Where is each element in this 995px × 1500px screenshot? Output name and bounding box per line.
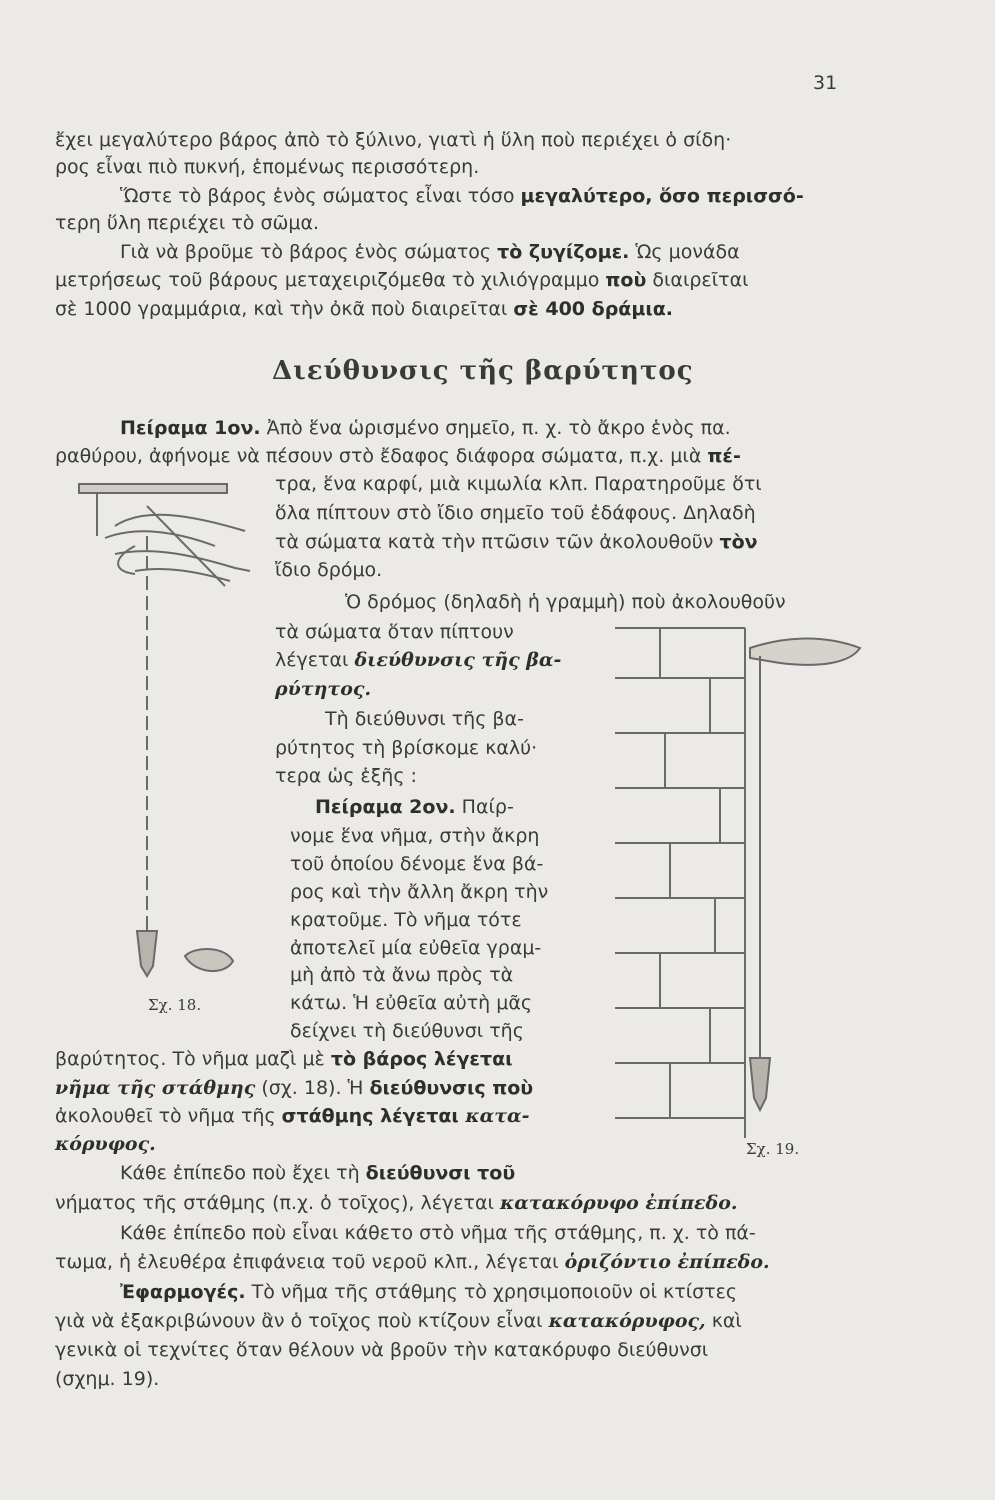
figure-18-plumb-drop-illustration [75, 476, 275, 1016]
section-heading: Διεύθυνσις τῆς βαρύτητος [272, 356, 694, 386]
text-line: τωμα, ἡ ἐλευθέρα ἐπιφάνεια τοῦ νεροῦ κλπ., λέγεται ὁριζόντιο ἐπίπεδο. [55, 1251, 770, 1273]
text-line: Ἐφαρμογές. Τὸ νῆμα τῆς στάθμης τὸ χρησιμοποιοῦν οἱ κτίστες [120, 1281, 738, 1303]
text-line: ρος εἶναι πιὸ πυκνή, ἑπομένως περισσότερη. [55, 156, 480, 178]
text-line: ὅλα πίπτουν στὸ ἴδιο σημεῖο τοῦ ἐδάφους. Δηλαδὴ [275, 502, 756, 524]
text-line: ρος καὶ τὴν ἄλλη ἄκρη τὴν [290, 881, 549, 903]
text-line: Πείραμα 2ον. Παίρ- [315, 796, 514, 818]
text-line: Ὁ δρόμος (δηλαδὴ ἡ γραμμὴ) ποὺ ἀκολουθοῦν [345, 591, 786, 613]
text-line: λέγεται διεύθυνσις τῆς βα- [275, 649, 562, 671]
text-line: Κάθε ἐπίπεδο ποὺ ἔχει τὴ διεύθυνσι τοῦ [120, 1162, 516, 1184]
text-line: κάτω. Ἡ εὐθεῖα αὐτὴ μᾶς [290, 992, 533, 1014]
text-line: Τὴ διεύθυνσι τῆς βα- [325, 708, 524, 730]
text-line: μετρήσεως τοῦ βάρους μεταχειριζόμεθα τὸ χιλιόγραμμο ποὺ διαιρεῖται [55, 269, 749, 291]
text-line: τοῦ ὁποίου δένομε ἕνα βά- [290, 853, 544, 875]
text-line: νήματος τῆς στάθμης (π.χ. ὁ τοῖχος), λέγεται κατακόρυφο ἐπίπεδο. [55, 1192, 738, 1214]
text-line: τὰ σώματα κατὰ τὴν πτῶσιν τῶν ἀκολουθοῦν τὸν [275, 531, 758, 553]
text-line: τερη ὕλη περιέχει τὸ σῶμα. [55, 212, 320, 234]
text-line: Γιὰ νὰ βροῦμε τὸ βάρος ἑνὸς σώματος τὸ ζυγίζομε. Ὡς μονάδα [120, 241, 740, 263]
text-line: ραθύρου, ἀφήνομε νὰ πέσουν στὸ ἔδαφος διάφορα σώματα, π.χ. μιὰ πέ- [55, 445, 741, 467]
text-line: ἀκολουθεῖ τὸ νῆμα τῆς στάθμης λέγεται κατα- [55, 1105, 530, 1127]
page-number: 31 [813, 72, 838, 94]
text-line: κόρυφος. [55, 1133, 156, 1155]
text-line: γενικὰ οἱ τεχνίτες ὅταν θέλουν νὰ βροῦν τὴν κατακόρυφο διεύθυνσι [55, 1339, 709, 1361]
figure-18-caption: Σχ. 18. [148, 996, 202, 1014]
text-line: βαρύτητος. Τὸ νῆμα μαζὶ μὲ τὸ βάρος λέγεται [55, 1048, 513, 1070]
text-line: ρύτητος τὴ βρίσκομε καλύ· [275, 737, 538, 759]
text-line: τρα, ἕνα καρφί, μιὰ κιμωλία κλπ. Παρατηροῦμε ὅτι [275, 473, 762, 495]
text-line: Πείραμα 1ον. Ἀπὸ ἕνα ὡρισμένο σημεῖο, π. χ. τὸ ἄκρο ἑνὸς πα. [120, 417, 731, 439]
figure-19-caption: Σχ. 19. [746, 1140, 800, 1158]
text-line: τερα ὡς ἑξῆς : [275, 765, 417, 787]
text-line: ἴδιο δρόμο. [275, 559, 383, 581]
text-line: (σχημ. 19). [55, 1368, 160, 1390]
text-line: ἔχει μεγαλύτερο βάρος ἀπὸ τὸ ξύλινο, γιατὶ ἡ ὕλη ποὺ περιέχει ὁ σίδη· [55, 129, 732, 151]
text-line: κρατοῦμε. Τὸ νῆμα τότε [290, 909, 522, 931]
text-line: νομε ἕνα νῆμα, στὴν ἄκρη [290, 825, 540, 847]
figure-19-plumb-wall-illustration [610, 618, 890, 1158]
text-line: νῆμα τῆς στάθμης (σχ. 18). Ἡ διεύθυνσις ποὺ [55, 1077, 534, 1099]
text-line: ρύτητος. [275, 678, 372, 700]
text-line: δείχνει τὴ διεύθυνσι τῆς [290, 1020, 524, 1042]
text-line: σὲ 1000 γραμμάρια, καὶ τὴν ὀκᾶ ποὺ διαιρεῖται σὲ 400 δράμια. [55, 298, 674, 320]
text-line: τὰ σώματα ὅταν πίπτουν [275, 621, 514, 643]
text-line: Ὥστε τὸ βάρος ἑνὸς σώματος εἶναι τόσο μεγαλύτερο, ὅσο περισσό- [120, 185, 804, 207]
text-line: Κάθε ἐπίπεδο ποὺ εἶναι κάθετο στὸ νῆμα τῆς στάθμης, π. χ. τὸ πά- [120, 1222, 756, 1244]
text-line: γιὰ νὰ ἐξακριβώνουν ἂν ὁ τοῖχος ποὺ κτίζουν εἶναι κατακόρυφος, καὶ [55, 1310, 742, 1332]
text-line: μὴ ἀπὸ τὰ ἄνω πρὸς τὰ [290, 964, 514, 986]
text-line: ἀποτελεῖ μία εὐθεῖα γραμ- [290, 937, 542, 959]
